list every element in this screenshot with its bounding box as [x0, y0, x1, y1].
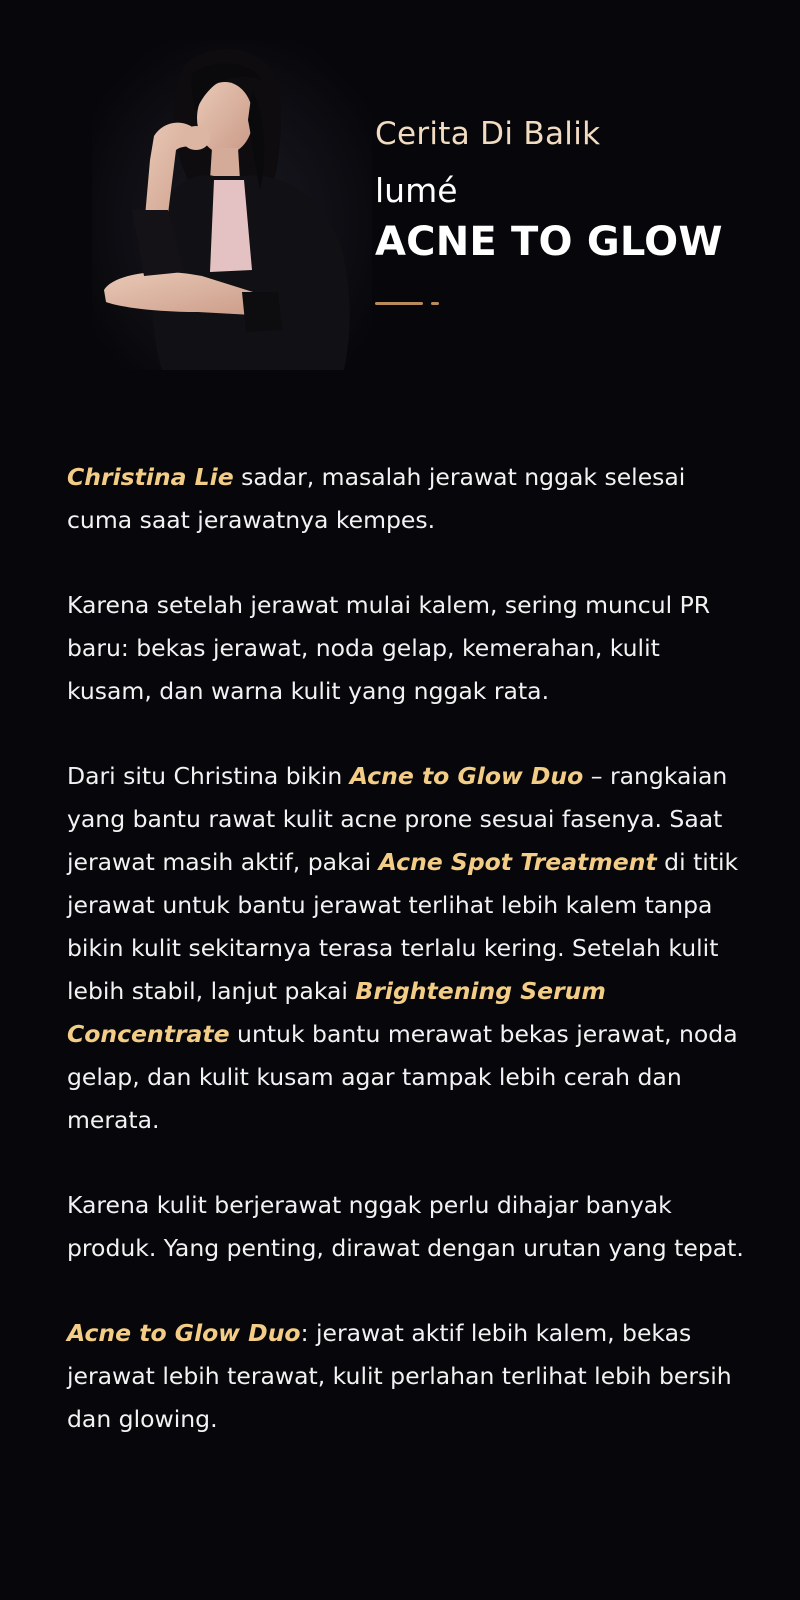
story-text: untuk bantu merawat bekas jerawat, noda gelap, dan kulit kusam agar tampak lebih cerah dan merata. — [67, 1020, 738, 1134]
story-text: Karena kulit berjerawat nggak perlu dihajar banyak produk. Yang penting, dirawat dengan urutan yang tepat. — [67, 1191, 744, 1262]
accent-line-short — [431, 302, 439, 305]
story-body — [67, 456, 747, 1483]
highlight-product-duo: Acne to Glow Duo — [349, 762, 584, 790]
hero-eyebrow: Cerita Di Balik — [375, 116, 601, 152]
highlight-product-serum: Brightening Serum Concentrate — [67, 977, 606, 1048]
story-paragraph-4 — [67, 1184, 747, 1270]
founder-portrait — [92, 40, 372, 370]
highlight-founder-name: Christina Lie — [67, 463, 234, 491]
story-text: Dari situ Christina bikin — [67, 762, 350, 790]
story-paragraph-3 — [67, 755, 747, 1142]
story-text: – rangkaian yang bantu rawat kulit acne prone sesuai fasenya. Saat jerawat masih aktif, pakai — [67, 762, 728, 876]
story-text: : jerawat aktif lebih kalem, bekas jerawat lebih terawat, kulit perlahan terlihat lebih bersih dan glowing. — [67, 1319, 732, 1433]
story-paragraph-5 — [67, 1312, 747, 1441]
highlight-product-spot-treatment: Acne Spot Treatment — [378, 848, 657, 876]
story-paragraph-2 — [67, 584, 747, 713]
accent-line-long — [375, 302, 423, 305]
hero-text-block — [375, 112, 775, 268]
story-text: sadar, masalah jerawat nggak selesai cuma saat jerawatnya kempes. — [67, 463, 686, 534]
hero-banner — [0, 0, 800, 390]
highlight-product-duo: Acne to Glow Duo — [67, 1319, 301, 1347]
hero-headline: ACNE TO GLOW — [375, 219, 723, 265]
story-text: di titik jerawat untuk bantu jerawat terlihat lebih kalem tanpa bikin kulit sekitarnya terasa terlalu kering. Setelah kulit lebih stabil, lanjut pakai — [67, 848, 739, 1005]
brand-name: lumé — [375, 171, 458, 210]
story-paragraph-1 — [67, 456, 747, 542]
story-text: Karena setelah jerawat mulai kalem, sering muncul PR baru: bekas jerawat, noda gelap, kemerahan, kulit kusam, dan warna kulit yang nggak rata. — [67, 591, 711, 705]
